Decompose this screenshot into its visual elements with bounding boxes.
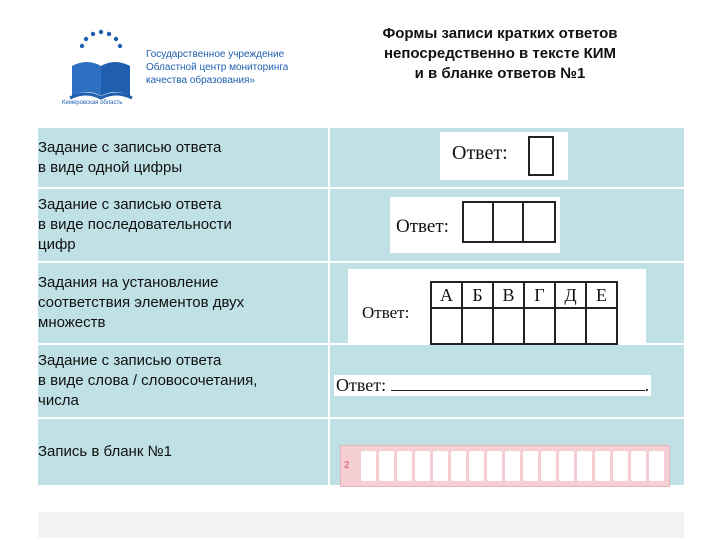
example-matching (330, 262, 684, 344)
answer-word: Ответ: (336, 375, 387, 395)
blank-cell (631, 451, 646, 481)
blank-cell (541, 451, 556, 481)
letter-cell: В (493, 282, 524, 308)
label-line: в виде одной цифры (38, 158, 183, 176)
blank-cell (523, 451, 538, 481)
answer-cell (524, 308, 555, 344)
label-line: цифр (38, 236, 76, 253)
answer-cell (555, 308, 586, 344)
footer-band (38, 512, 684, 538)
example-single-digit (330, 128, 684, 188)
label-line: в виде последовательности (38, 216, 232, 233)
org-line: Государственное учреждение (146, 49, 285, 60)
label-line: Запись в бланк №1 (38, 443, 172, 460)
answer-cell (431, 308, 462, 344)
letter-cell: Е (586, 282, 617, 308)
answer-sample (348, 269, 646, 343)
answer-cell (528, 136, 554, 176)
example-blank-form (330, 418, 684, 486)
blank-cell (433, 451, 448, 481)
slide (34, 4, 684, 534)
blank-cell (487, 451, 502, 481)
blank-cell (559, 451, 574, 481)
answer-word: Ответ: (452, 142, 508, 164)
label-line: соответствия элементов двух (38, 294, 245, 311)
letter-cell: А (431, 282, 462, 308)
table-row (38, 188, 684, 262)
answer-cell (522, 201, 556, 243)
answer-line (391, 376, 645, 391)
blank-row-number: 2 (344, 460, 350, 471)
org-line: качества образования» (146, 75, 256, 86)
title-line: непосредственно в тексте КИМ (383, 45, 617, 62)
blank-cell (415, 451, 430, 481)
label-line: числа (38, 392, 79, 409)
blank-cell (613, 451, 628, 481)
title-line: Формы записи кратких ответов (382, 25, 618, 42)
table-row (38, 418, 684, 486)
answer-cell (462, 308, 493, 344)
answer-forms-table (38, 128, 684, 487)
blank-cell (361, 451, 376, 481)
answer-sample (440, 132, 568, 180)
example-word-answer (330, 344, 684, 418)
answer-cell (586, 308, 617, 344)
organization-name (146, 48, 288, 87)
example-digit-sequence (330, 188, 684, 262)
row-label (38, 344, 328, 418)
table-row (38, 128, 684, 188)
row-label (38, 188, 328, 262)
row-label (38, 418, 328, 486)
header (34, 4, 684, 126)
label-line: Задание с записью ответа (38, 138, 222, 156)
table-row (38, 344, 684, 418)
answer-cell (493, 308, 524, 344)
label-line: в виде слова / словосочетания, (38, 372, 258, 389)
blank-cell (397, 451, 412, 481)
blank-cell (577, 451, 592, 481)
answer-sample (334, 375, 651, 396)
label-line: Задание с записью ответа (38, 196, 222, 213)
label-line: множеств (38, 314, 106, 331)
page-title (336, 24, 664, 84)
letter-cell: Б (462, 282, 493, 308)
answer-word: Ответ: (396, 216, 449, 237)
letter-cell: Г (524, 282, 555, 308)
row-label (38, 128, 328, 188)
row-label (38, 262, 328, 344)
blank-cell (451, 451, 466, 481)
table-row (38, 262, 684, 344)
region-label: Кемеровская область (62, 100, 123, 106)
blank-cell (649, 451, 664, 481)
blank-cell (469, 451, 484, 481)
blank-cell (379, 451, 394, 481)
matching-grid (430, 281, 618, 345)
title-line: и в бланке ответов №1 (414, 65, 586, 82)
answer-cell (462, 201, 496, 243)
blank-answer-strip (340, 445, 670, 487)
blank-cell (505, 451, 520, 481)
answer-word: Ответ: (362, 303, 410, 322)
answer-end: . (644, 375, 650, 395)
blank-cell (595, 451, 610, 481)
answer-cell (492, 201, 526, 243)
label-line: Задание с записью ответа (38, 352, 222, 369)
letter-cell: Д (555, 282, 586, 308)
org-line: Областной центр мониторинга (146, 62, 289, 73)
label-line: Задания на установление (38, 274, 219, 291)
answer-sample (390, 197, 560, 253)
